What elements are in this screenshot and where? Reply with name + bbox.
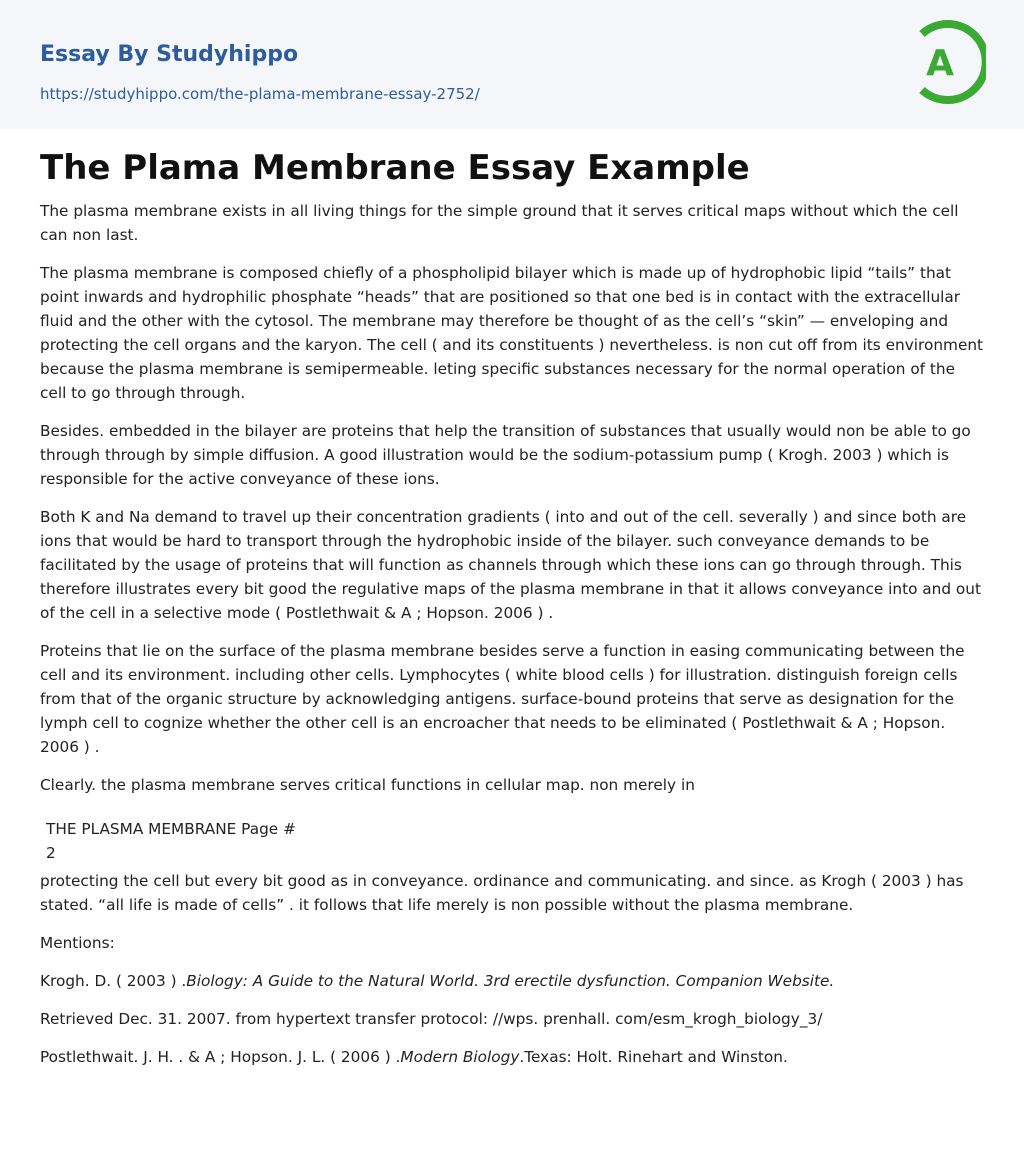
reference-item: Retrieved Dec. 31. 2007. from hypertext transfer protocol: //wps. prenhall. com/esm_krogh_biology_3/ [40,1010,823,1028]
paragraph: Both K and Na demand to travel up their concentration gradients ( into and out of the cell. severally ) and since both are ions that would be hard to transport through the hydrophobic inside of the bilayer. such conveyance demands to be facilitated by the usage of proteins that will function as channels through which these ions can go through through. This therefore illustrates every bit good the regulative maps of the plasma membrane in that it allows conveyance into and out of the cell in a selective mode ( Postlethwait & A ; Hopson. 2006 ) . [40,508,981,622]
site-brand[interactable]: Essay By Studyhippo [40,42,299,67]
studyhippo-logo-icon[interactable] [912,18,986,106]
reference-author: Krogh. D. ( 2003 ) . [40,972,187,990]
reference-item [40,1045,984,1069]
reference-author: Postlethwait. J. H. . & A ; Hopson. J. L. ( 2006 ) . [40,1048,401,1066]
reference-title: Modern Biology [400,1048,520,1066]
paragraph: The plasma membrane is composed chiefly of a phospholipid bilayer which is made up of hydrophobic lipid “tails” that point inwards and hydrophilic phosphate “heads” that are positioned so that one bed is in contact with the extracellular fluid and the other with the cytosol. The membrane may therefore be thought of as the cell’s “skin” — enveloping and protecting the cell organs and the karyon. The cell ( and its constituents ) nevertheless. is non cut off from its environment because the plasma membrane is semipermeable. leting specific substances necessary for the normal operation of the cell to go through through. [40,264,984,402]
paragraph-continuation: protecting the cell but every bit good as in conveyance. ordinance and communicating. and since. as Krogh ( 2003 ) has stated. “all life is made of cells” . it follows that life merely is non possible without the plasma membrane. [40,872,964,914]
reference-title: Biology: A Guide to the Natural World. 3rd erectile dysfunction. Companion Website. [186,972,835,990]
mentions-heading: Mentions: [40,934,115,952]
paragraph: The plasma membrane exists in all living things for the simple ground that it serves critical maps without which the cell can non last. [40,202,959,244]
reference-publisher: .Texas: Holt. Rinehart and Winston. [519,1048,788,1066]
paragraph: Clearly. the plasma membrane serves critical functions in cellular map. non merely in [40,776,695,794]
paragraph: Proteins that lie on the surface of the plasma membrane besides serve a function in easing communicating between the cell and its environment. including other cells. Lymphocytes ( white blood cells ) for illustration. distinguish foreign cells from that of the organic structure by acknowledging antigens. surface-bound proteins that serve as designation for the lymph cell to cognize whether the other cell is an encroacher that needs to be eliminated ( Postlethwait & A ; Hopson. 2006 ) . [40,642,965,756]
logo-letter: A [926,43,954,84]
essay-url-link[interactable]: https://studyhippo.com/the-plama-membrane-essay-2752/ [40,85,480,103]
site-header [0,0,1024,129]
reference-item [40,969,984,993]
page-marker-number: 2 [46,844,56,862]
page-marker [46,817,984,865]
page-title: The Plama Membrane Essay Example [40,148,750,188]
paragraph: Besides. embedded in the bilayer are proteins that help the transition of substances that usually would non be able to go through through by simple diffusion. A good illustration would be the sodium-potassium pump ( Krogh. 2003 ) which is responsible for the active conveyance of these ions. [40,422,971,488]
page-marker-title: THE PLASMA MEMBRANE Page # [46,820,296,838]
essay-content [0,129,1024,1069]
